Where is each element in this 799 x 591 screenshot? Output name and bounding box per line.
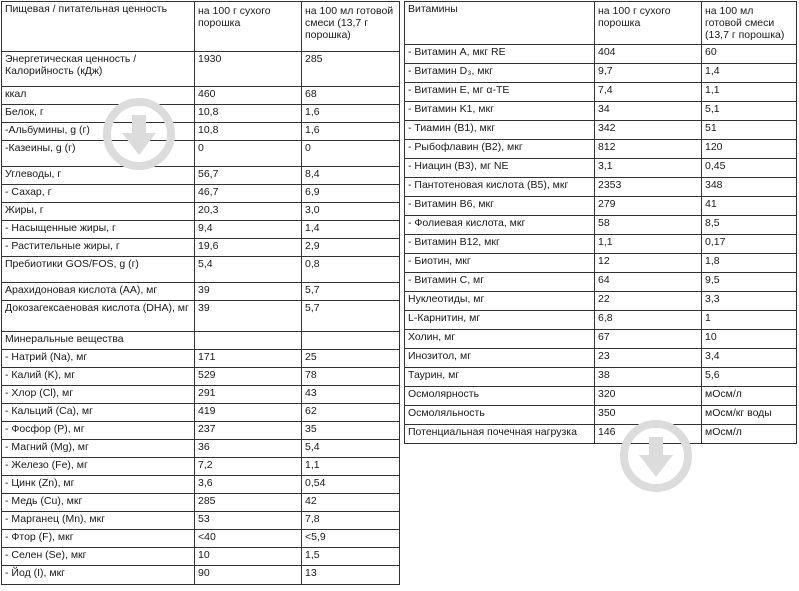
vitamins-header-cell: на 100 г сухого порошка — [595, 2, 702, 45]
vitamins-row — [405, 159, 797, 178]
nutrition-cell: 46,7 — [195, 185, 302, 203]
vitamins-cell: 2353 — [595, 178, 702, 197]
vitamins-row — [405, 140, 797, 159]
vitamins-cell: 1,1 — [702, 83, 797, 102]
vitamins-cell: - Пантотеновая кислота (B5), мкг — [405, 178, 595, 197]
vitamins-cell: Холин, мг — [405, 330, 595, 349]
vitamins-row — [405, 349, 797, 368]
vitamins-row — [405, 368, 797, 387]
vitamins-cell: 64 — [595, 273, 702, 292]
vitamins-row — [405, 178, 797, 197]
nutrition-cell: 1930 — [195, 52, 302, 87]
vitamins-row — [405, 235, 797, 254]
nutrition-cell: 6,9 — [302, 185, 400, 203]
vitamins-cell: - Витамин D₃, мкг — [405, 64, 595, 83]
nutrition-cell: 3,0 — [302, 203, 400, 221]
nutrition-row — [2, 458, 400, 476]
nutrition-row — [2, 548, 400, 566]
nutrition-cell: 39 — [195, 301, 302, 332]
nutrition-cell: 42 — [302, 494, 400, 512]
vitamins-cell: 34 — [595, 102, 702, 121]
nutrition-row — [2, 105, 400, 123]
vitamins-row — [405, 425, 797, 444]
nutrition-cell: - Медь (Cu), мкг — [2, 494, 195, 512]
vitamins-row — [405, 387, 797, 406]
nutrition-row — [2, 203, 400, 221]
nutrition-header-cell: Пищевая / питательная ценность — [2, 2, 195, 52]
nutrition-cell: 62 — [302, 404, 400, 422]
nutrition-row — [2, 512, 400, 530]
nutrition-cell: 90 — [195, 566, 302, 585]
nutrition-cell: 3,6 — [195, 476, 302, 494]
nutrition-row — [2, 221, 400, 239]
nutrition-cell: 1,6 — [302, 123, 400, 141]
nutrition-header-cell: на 100 г сухого порошка — [195, 2, 302, 52]
nutrition-cell: 529 — [195, 368, 302, 386]
nutrition-cell: 237 — [195, 422, 302, 440]
nutrition-cell: 43 — [302, 386, 400, 404]
nutrition-row — [2, 386, 400, 404]
nutrition-cell: - Хлор (Cl), мг — [2, 386, 195, 404]
nutrition-cell: 460 — [195, 87, 302, 105]
nutrition-cell: - Селен (Se), мкг — [2, 548, 195, 566]
vitamins-cell: - Витамин B12, мкг — [405, 235, 595, 254]
nutrition-row — [2, 440, 400, 458]
nutrition-cell: Пребиотики GOS/FOS, g (г) — [2, 257, 195, 283]
nutrition-cell: 8,4 — [302, 167, 400, 185]
vitamins-row — [405, 273, 797, 292]
nutrition-cell: 13 — [302, 566, 400, 585]
nutrition-cell: Жиры, г — [2, 203, 195, 221]
nutrition-cell: -Альбумины, g (г) — [2, 123, 195, 141]
nutrition-row — [2, 257, 400, 283]
nutrition-row — [2, 476, 400, 494]
vitamins-cell: L-Карнитин, мг — [405, 311, 595, 330]
nutrition-cell: - Марганец (Mn), мкг — [2, 512, 195, 530]
nutrition-row — [2, 185, 400, 203]
vitamins-cell: Потенциальная почечная нагрузка — [405, 425, 595, 444]
vitamins-cell: 3,4 — [702, 349, 797, 368]
nutrition-row — [2, 422, 400, 440]
nutrition-cell: 0 — [195, 141, 302, 167]
vitamins-cell: - Фолиевая кислота, мкг — [405, 216, 595, 235]
nutrition-cell: - Фтор (F), мкг — [2, 530, 195, 548]
vitamins-cell: 1,1 — [595, 235, 702, 254]
vitamins-cell: 9,7 — [595, 64, 702, 83]
nutrition-cell: 10,8 — [195, 123, 302, 141]
nutrition-cell: <40 — [195, 530, 302, 548]
vitamins-cell: Нуклеотиды, мг — [405, 292, 595, 311]
nutrition-cell: 68 — [302, 87, 400, 105]
nutrition-row — [2, 566, 400, 585]
vitamins-cell: 67 — [595, 330, 702, 349]
nutrition-cell: 0,8 — [302, 257, 400, 283]
nutrition-cell: - Кальций (Ca), мг — [2, 404, 195, 422]
nutrition-cell: 35 — [302, 422, 400, 440]
vitamins-cell: 320 — [595, 387, 702, 406]
vitamins-cell: - Рыбофлавин (B2), мкг — [405, 140, 595, 159]
nutrition-cell — [195, 332, 302, 350]
vitamins-cell: 279 — [595, 197, 702, 216]
vitamins-cell: 0,45 — [702, 159, 797, 178]
nutrition-cell: 1,4 — [302, 221, 400, 239]
nutrition-cell — [302, 332, 400, 350]
vitamins-row — [405, 83, 797, 102]
nutrition-cell: - Калий (K), мг — [2, 368, 195, 386]
vitamins-row — [405, 254, 797, 273]
nutrition-cell: 0,54 — [302, 476, 400, 494]
nutrition-cell: 285 — [195, 494, 302, 512]
vitamins-cell: мОсм/л — [702, 425, 797, 444]
nutrition-cell: 25 — [302, 350, 400, 368]
nutrition-cell: 1,1 — [302, 458, 400, 476]
nutrition-cell: Минеральные вещества — [2, 332, 195, 350]
vitamins-cell: 12 — [595, 254, 702, 273]
vitamins-header-cell: на 100 мл готовой смеси (13,7 г порошка) — [702, 2, 797, 45]
nutrition-cell: 5,4 — [195, 257, 302, 283]
nutrition-cell: 1,6 — [302, 105, 400, 123]
vitamins-cell: Инозитол, мг — [405, 349, 595, 368]
vitamins-cell: 51 — [702, 121, 797, 140]
nutrition-cell: 36 — [195, 440, 302, 458]
nutrition-cell: Углеводы, г — [2, 167, 195, 185]
vitamins-table — [404, 1, 797, 444]
vitamins-row — [405, 102, 797, 121]
vitamins-cell: 146 — [595, 425, 702, 444]
nutrition-cell: - Фосфор (P), мг — [2, 422, 195, 440]
vitamins-cell: 348 — [702, 178, 797, 197]
nutrition-row — [2, 87, 400, 105]
nutrition-row — [2, 283, 400, 301]
nutrition-cell: Докозагексаеновая кислота (DHA), мг — [2, 301, 195, 332]
vitamins-cell: 0,17 — [702, 235, 797, 254]
vitamins-cell: 60 — [702, 45, 797, 64]
nutrition-cell: 5,7 — [302, 283, 400, 301]
nutrition-cell: 9,4 — [195, 221, 302, 239]
vitamins-cell: 404 — [595, 45, 702, 64]
vitamins-row — [405, 330, 797, 349]
vitamins-cell: 1 — [702, 311, 797, 330]
vitamins-cell: - Биотин, мкг — [405, 254, 595, 273]
nutrition-row — [2, 494, 400, 512]
vitamins-cell: 3,1 — [595, 159, 702, 178]
vitamins-header-row — [405, 2, 797, 45]
nutrition-cell: - Йод (I), мкг — [2, 566, 195, 585]
nutrition-cell: 1,5 — [302, 548, 400, 566]
vitamins-cell: - Витамин K1, мкг — [405, 102, 595, 121]
vitamins-cell: Осмолярность — [405, 387, 595, 406]
nutrition-cell: 20,3 — [195, 203, 302, 221]
nutrition-cell: 56,7 — [195, 167, 302, 185]
nutrition-cell: 53 — [195, 512, 302, 530]
nutrition-cell: 0 — [302, 141, 400, 167]
nutrition-cell: - Сахар, г — [2, 185, 195, 203]
vitamins-cell: мОсм/кг воды — [702, 406, 797, 425]
vitamins-cell: 22 — [595, 292, 702, 311]
nutrition-cell: 419 — [195, 404, 302, 422]
vitamins-cell: 7,4 — [595, 83, 702, 102]
nutrition-cell: 19,6 — [195, 239, 302, 257]
nutrition-cell: 2,9 — [302, 239, 400, 257]
nutrition-row — [2, 123, 400, 141]
nutrition-cell: Арахидоновая кислота (АА), мг — [2, 283, 195, 301]
nutrition-row — [2, 368, 400, 386]
vitamins-cell: Таурин, мг — [405, 368, 595, 387]
vitamins-cell: 8,5 — [702, 216, 797, 235]
vitamins-cell: - Витамин A, мкг RE — [405, 45, 595, 64]
nutrition-row — [2, 301, 400, 332]
nutrition-row — [2, 52, 400, 87]
nutrition-cell: 5,7 — [302, 301, 400, 332]
nutrition-row — [2, 239, 400, 257]
vitamins-cell: 58 — [595, 216, 702, 235]
nutrition-cell: - Магний (Mg), мг — [2, 440, 195, 458]
vitamins-cell: 10 — [702, 330, 797, 349]
vitamins-row — [405, 45, 797, 64]
nutrition-row — [2, 350, 400, 368]
nutrition-cell: - Натрий (Na), мг — [2, 350, 195, 368]
nutrition-cell: 39 — [195, 283, 302, 301]
nutrition-row — [2, 404, 400, 422]
nutrition-cell: Белок, г — [2, 105, 195, 123]
nutrition-cell: 10 — [195, 548, 302, 566]
vitamins-cell: 9,5 — [702, 273, 797, 292]
nutrition-cell: <5,9 — [302, 530, 400, 548]
vitamins-cell: - Витамин C, мг — [405, 273, 595, 292]
vitamins-row — [405, 406, 797, 425]
nutrition-cell: Энергетическая ценность / Калорийность (кДж) — [2, 52, 195, 87]
nutrition-cell: 171 — [195, 350, 302, 368]
nutrition-cell: 291 — [195, 386, 302, 404]
nutrition-header-cell: на 100 мл готовой смеси (13,7 г порошка) — [302, 2, 400, 52]
vitamins-cell: - Витамин E, мг α-TE — [405, 83, 595, 102]
nutrition-header-row — [2, 2, 400, 52]
vitamins-cell: 812 — [595, 140, 702, 159]
nutrition-cell: 285 — [302, 52, 400, 87]
vitamins-cell: 350 — [595, 406, 702, 425]
nutrition-cell: 7,2 — [195, 458, 302, 476]
vitamins-cell: 23 — [595, 349, 702, 368]
vitamins-row — [405, 216, 797, 235]
vitamins-row — [405, 64, 797, 83]
vitamins-cell: 38 — [595, 368, 702, 387]
nutrition-cell: ккал — [2, 87, 195, 105]
nutrition-cell: 10,8 — [195, 105, 302, 123]
nutrition-row — [2, 332, 400, 350]
nutrition-table — [1, 1, 400, 585]
vitamins-row — [405, 121, 797, 140]
nutrition-cell: -Казеины, g (г) — [2, 141, 195, 167]
vitamins-cell: 41 — [702, 197, 797, 216]
vitamins-cell: мОсм/л — [702, 387, 797, 406]
nutrition-row — [2, 141, 400, 167]
nutrition-cell: 78 — [302, 368, 400, 386]
vitamins-cell: 6,8 — [595, 311, 702, 330]
vitamins-row — [405, 311, 797, 330]
nutrition-cell: 5,4 — [302, 440, 400, 458]
vitamins-row — [405, 292, 797, 311]
vitamins-cell: - Витамин B6, мкг — [405, 197, 595, 216]
nutrition-cell: - Цинк (Zn), мг — [2, 476, 195, 494]
vitamins-cell: 3,3 — [702, 292, 797, 311]
vitamins-header-cell: Витамины — [405, 2, 595, 45]
nutrition-row — [2, 167, 400, 185]
vitamins-cell: 1,4 — [702, 64, 797, 83]
vitamins-row — [405, 197, 797, 216]
nutrition-cell: - Железо (Fe), мг — [2, 458, 195, 476]
vitamins-cell: 1,8 — [702, 254, 797, 273]
vitamins-cell: 342 — [595, 121, 702, 140]
nutrition-cell: 7,8 — [302, 512, 400, 530]
nutrition-row — [2, 530, 400, 548]
vitamins-cell: 5,6 — [702, 368, 797, 387]
vitamins-cell: - Ниацин (B3), мг NE — [405, 159, 595, 178]
nutrition-cell: - Насыщенные жиры, г — [2, 221, 195, 239]
nutrition-cell: - Растительные жиры, г — [2, 239, 195, 257]
vitamins-cell: 5,1 — [702, 102, 797, 121]
vitamins-cell: - Тиамин (B1), мкг — [405, 121, 595, 140]
vitamins-cell: Осмоляльность — [405, 406, 595, 425]
vitamins-cell: 120 — [702, 140, 797, 159]
